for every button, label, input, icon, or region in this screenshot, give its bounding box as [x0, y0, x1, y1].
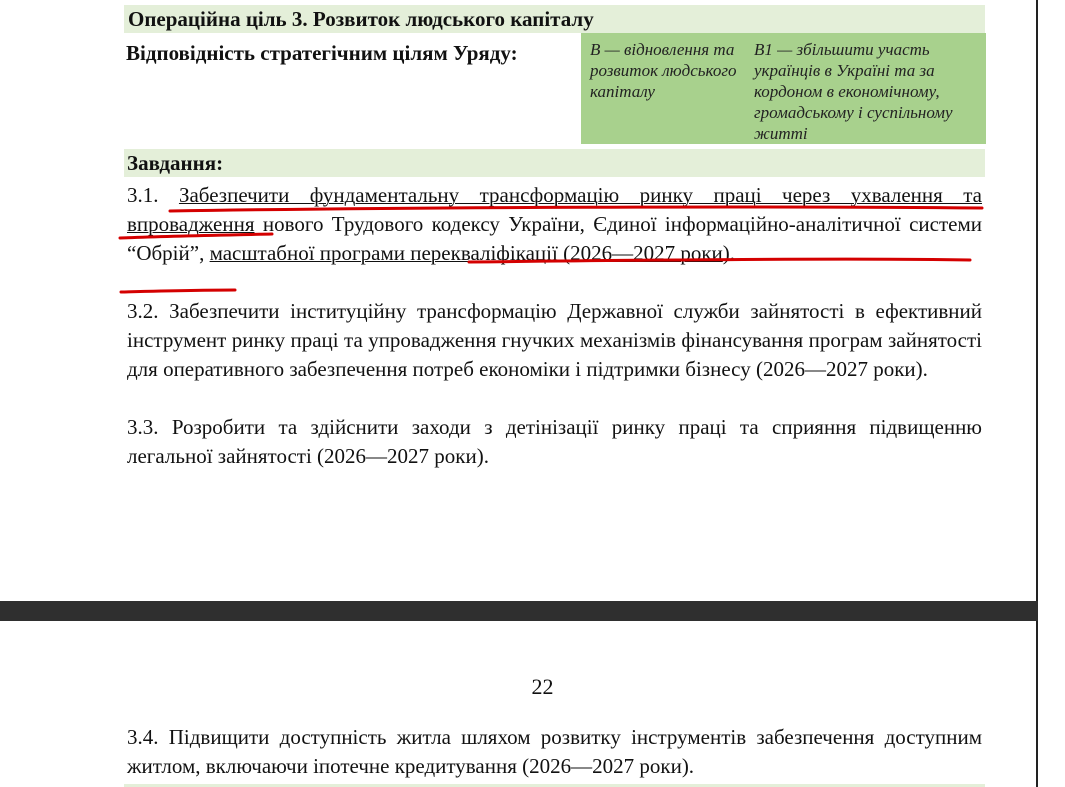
task-text: нового Трудового кодексу України, Єдиної інформаційно-аналітичної системи “Обрій”,: [127, 212, 982, 265]
red-underline-mark: [121, 290, 235, 292]
goal-title: Операційна ціль 3. Розвиток людського капіталу: [124, 5, 985, 33]
viewer-margin: [1038, 0, 1065, 787]
task-item: [127, 181, 982, 268]
alignment-label: Відповідність стратегічним цілям Уряду:: [126, 41, 518, 65]
task-text-underlined: масштабної програми перекваліфікації (2026—2027 роки: [209, 241, 723, 265]
task-number: 3.2.: [127, 299, 159, 323]
task-number: 3.4.: [127, 725, 159, 749]
strategic-goals-box: [581, 33, 986, 144]
page-separator: [0, 601, 1065, 621]
task-text-underlined: Забезпечити фундаментальну трансформацію ринку праці через ухвалення та впровадження: [127, 183, 983, 236]
task-text: Забезпечити інституційну трансформацію Державної служби зайнятості в ефективний інструмент ринку праці та упровадження гнучких механізмів фінансування програм зайнятості для оперативного забезпечення потреб економіки і підтримки бізнесу (2026—2027 роки).: [127, 299, 982, 381]
task-text: ).: [722, 241, 736, 265]
task-item: [127, 723, 982, 781]
task-number: 3.1.: [127, 183, 159, 207]
tasks-heading: Завдання:: [124, 149, 985, 177]
strategic-goal-secondary: В1 — збільшити участь українців в Україні та за кордоном в економічному, громадському і суспільному житті: [754, 40, 953, 143]
strategic-goal-primary: В — відновлення та розвиток людського капіталу: [590, 40, 737, 101]
task-text: Розробити та здійснити заходи з детінізації ринку праці та сприяння підвищенню легальної зайнятості (2026—2027 роки).: [127, 415, 982, 468]
page-number: 22: [531, 674, 554, 699]
task-text: Підвищити доступність житла шляхом розвитку інструментів забезпечення доступним житлом, включаючи іпотечне кредитування (2026—2027 роки).: [127, 725, 983, 778]
task-item: [127, 413, 982, 471]
task-number: 3.3.: [127, 415, 159, 439]
task-item: [127, 297, 982, 384]
